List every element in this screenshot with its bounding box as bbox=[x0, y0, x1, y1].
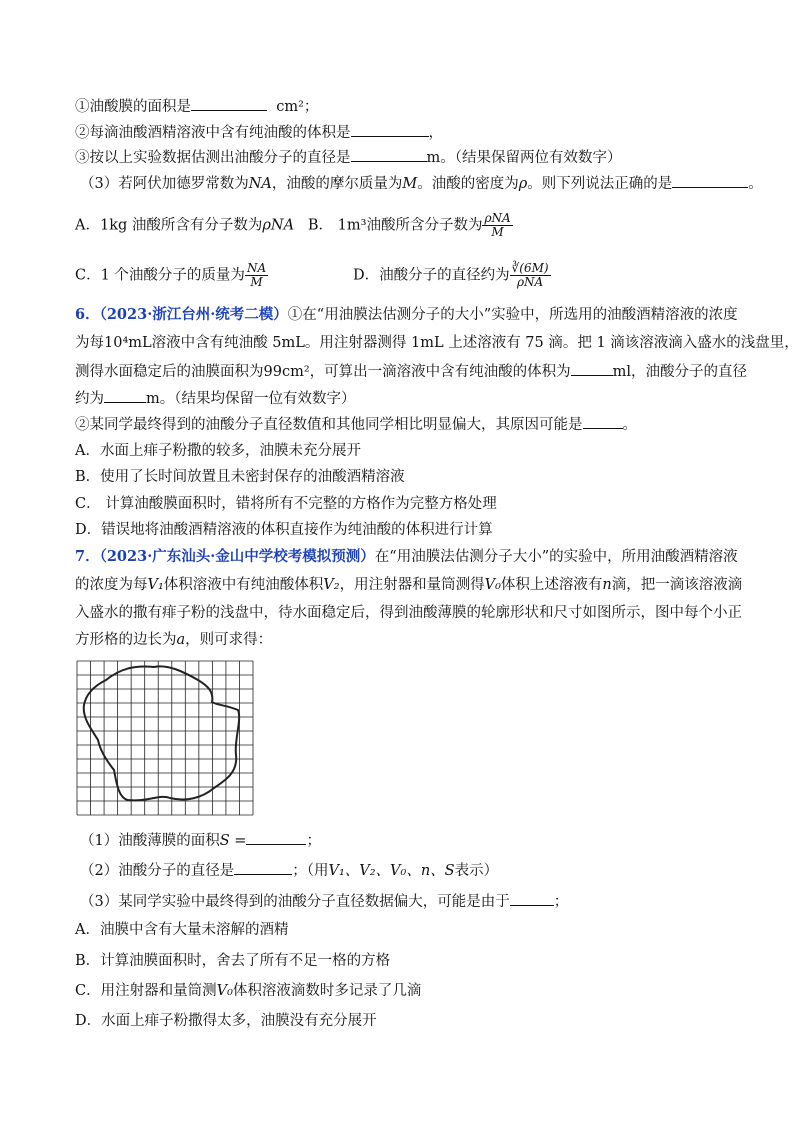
q5-item1: ①油酸膜的面积是 cm²； bbox=[75, 96, 318, 117]
q5-item3: ③按以上实验数据估测出油酸分子的直径是 m。（结果保留两位有效数字） bbox=[75, 147, 622, 168]
oil-film-diagram bbox=[76, 660, 254, 816]
answer-blank[interactable] bbox=[351, 122, 429, 137]
oil-film-grid-figure bbox=[76, 660, 254, 820]
answer-blank[interactable] bbox=[583, 414, 623, 429]
q6-option-a: A．水面上痱子粉撒的较多，油膜未充分展开 bbox=[75, 443, 361, 459]
q6-line4: 约为 m。（结果均保留一位有效数字） bbox=[75, 388, 356, 409]
q7-line4: 方形格的边长为a，则可求得： bbox=[75, 632, 273, 648]
q6-line5: ②某同学最终得到的油酸分子直径数值和其他同学相比明显偏大，其原因可能是 。 bbox=[75, 414, 637, 435]
q7-header: 7．（2023·广东汕头·金山中学校考模拟预测）在“用油膜法估测分子大小”的实验中，所用油酸酒精溶液 bbox=[75, 548, 738, 565]
q5-option-c: C．1 个油酸分子的质量为 $\frac{NA}{M}$ bbox=[75, 261, 267, 289]
q7-line2: 的浓度为每V₁体积溶液中有纯油酸体积V₂，用注射器和量筒测得V₀体积上述溶液有n滴，把一滴该溶液滴 bbox=[75, 577, 743, 593]
fraction: $\frac{∛(6M)}{\text{ρNA}}$ bbox=[511, 261, 549, 289]
fraction: $\frac{NA}{M}$ bbox=[246, 261, 267, 289]
q7-option-c: C．用注射器和量筒测V₀体积溶液滴数时多记录了几滴 bbox=[75, 983, 422, 999]
q7-option-b: B．计算油膜面积时，舍去了所有不足一格的方格 bbox=[75, 953, 391, 969]
answer-blank[interactable] bbox=[672, 173, 748, 188]
answer-blank[interactable] bbox=[351, 147, 427, 162]
q6-line2: 为每10⁴mL溶液中含有纯油酸 5mL。用注射器测得 1mL 上述溶液有 75 滴。把 1 滴该溶液滴入盛水的浅盘里， bbox=[75, 335, 799, 351]
oil-film-outline bbox=[84, 666, 239, 800]
q7-line3: 入盛水的撒有痱子粉的浅盘中，待水面稳定后，得到油酸薄膜的轮廓形状和尺寸如图所示，图中每个小正 bbox=[75, 605, 742, 621]
q5-item2: ②每滴油酸酒精溶液中含有纯油酸的体积是 ， bbox=[75, 122, 443, 143]
answer-blank[interactable] bbox=[246, 830, 306, 845]
q6-header: 6．（2023·浙江台州·统考二模）①在“用油膜法估测分子的大小”实验中，所选用的油酸酒精溶液的浓度 bbox=[75, 306, 738, 323]
q6-option-d: D．错误地将油酸酒精溶液的体积直接作为纯油酸的体积进行计算 bbox=[75, 522, 493, 538]
q7-part2: （2）油酸分子的直径是 ；（用V₁、V₂、V₀、n、S表示） bbox=[80, 860, 498, 881]
q7-option-a: A．油膜中含有大量未溶解的酒精 bbox=[75, 922, 289, 938]
q7-part3: （3）某同学实验中最终得到的油酸分子直径数据偏大，可能是由于 ； bbox=[80, 891, 568, 912]
fraction: $\frac{\text{ρNA}}{M}$ bbox=[484, 211, 511, 239]
answer-blank[interactable] bbox=[191, 96, 267, 111]
answer-blank[interactable] bbox=[571, 361, 613, 376]
q6-line3: 测得水面稳定后的油膜面积为99cm²，可算出一滴溶液中含有纯油酸的体积为 ml，油酸分子的直径 bbox=[75, 361, 747, 382]
answer-blank[interactable] bbox=[104, 388, 146, 403]
q5-option-d: D．油酸分子的直径约为 $\frac{∛(6M)}{\text{ρNA}}$ bbox=[353, 261, 549, 289]
answer-blank[interactable] bbox=[510, 891, 554, 906]
answer-blank[interactable] bbox=[234, 860, 292, 875]
q7-part1: （1）油酸薄膜的面积S = ； bbox=[80, 830, 321, 851]
q6-option-c: C． 计算油酸膜面积时，错将所有不完整的方格作为完整方格处理 bbox=[75, 496, 497, 512]
q5-option-a-b: A．1kg 油酸所含有分子数为ρNA B． 1m³油酸所含分子数为 $\frac{\text{ρNA}}{M}$ bbox=[75, 211, 511, 239]
q7-option-d: D．水面上痱子粉撒得太多，油膜没有充分展开 bbox=[75, 1013, 377, 1029]
q6-option-b: B．使用了长时间放置且未密封保存的油酸酒精溶液 bbox=[75, 469, 405, 485]
q5-part3: （3）若阿伏加德罗常数为NA，油酸的摩尔质量为M。油酸的密度为ρ。则下列说法正确的是 。 bbox=[80, 173, 763, 194]
